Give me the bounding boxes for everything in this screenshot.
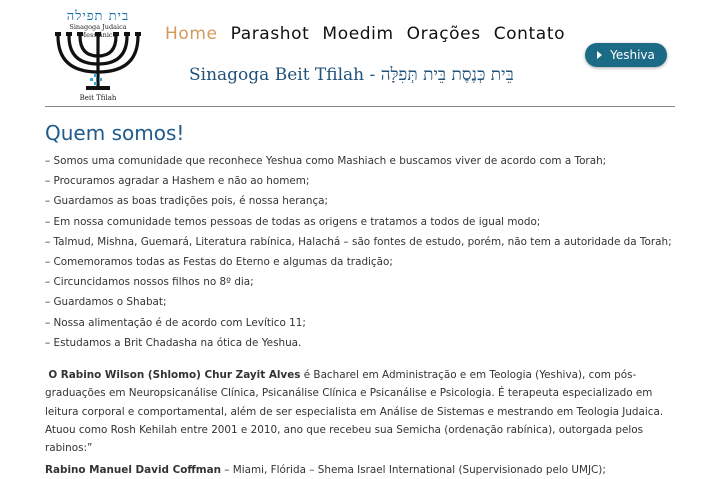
- yeshiva-button-label: Yeshiva: [610, 48, 655, 62]
- menorah-icon: [52, 30, 144, 94]
- nav-moedim[interactable]: Moedim: [322, 24, 394, 44]
- nav-contato[interactable]: Contato: [493, 24, 566, 44]
- list-item: – Somos uma comunidade que reconhece Yeshua como Mashiach e buscamos viver de acordo com a Torah;: [45, 155, 607, 167]
- list-item: – Procuramos agradar a Hashem e não ao homem;: [45, 175, 310, 188]
- rabbi-bio: [45, 366, 675, 457]
- rabbi-name: O Rabino Wilson (Shlomo) Chur Zayit Alves: [48, 369, 301, 382]
- list-item: – Comemoramos todas as Festas do Eterno e algumas da tradição;: [45, 256, 393, 269]
- ordaining-rabbi-details: – Miami, Flórida – Shema Israel International (Supervisionado pelo UMJC);: [220, 463, 606, 476]
- yeshiva-button[interactable]: [585, 43, 667, 67]
- site-logo[interactable]: [50, 8, 146, 104]
- site-tagline: Sinagoga Beit Tfilah - בֵּית כְּנֶסֶת בֵּית תְּפִלָּה: [189, 65, 514, 85]
- list-item: – Circuncidamos nossos filhos no 8º dia;: [45, 276, 254, 289]
- nav-oracoes[interactable]: Orações: [406, 24, 481, 44]
- nav-parashot[interactable]: Parashot: [230, 24, 310, 44]
- logo-name: Beit Tfilah: [79, 94, 117, 102]
- list-item: – Nossa alimentação é de acordo com Levítico 11;: [45, 316, 306, 329]
- rabbi-bio-text: é Bacharel em Administração e em Teologia (Yeshiva), com pós-graduações em Neuropsicanálise Clínica, Psicanálise Clínica e Psicanálise e Psicologia. É terapeuta especializado em leitura corporal e comportamental, além de ser especialista em Análise de Sistemas e mestrando em Teologia Judaica. Atuou como Rosh Kehilah entre 2001 e 2010, ano que recebeu sua Semicha (ordenação rabínica), outorgada pelos rabinos:”: [45, 369, 664, 455]
- rabbi-list-entry: [45, 461, 675, 479]
- logo-hebrew-text: בית תפילה: [66, 9, 130, 24]
- ordaining-rabbi-name: Rabino Manuel David Coffman: [45, 463, 221, 476]
- main-content: [45, 121, 675, 479]
- logo-subtitle: Sinagoga Judaica: [69, 23, 127, 31]
- list-item: – Estudamos a Brit Chadasha na ótica de Yeshua.: [45, 336, 302, 349]
- nav-home[interactable]: Home: [165, 24, 218, 44]
- main-nav: [165, 24, 565, 44]
- beliefs-list: [45, 151, 675, 353]
- play-triangle-icon: [597, 51, 602, 59]
- list-item: – Guardamos as boas tradições pois, é nossa herança;: [45, 195, 329, 208]
- list-item: – Guardamos o Shabat;: [45, 296, 167, 309]
- list-item: – Talmud, Mishna, Guemará, Literatura rabínica, Halachá – são fontes de estudo, porém, não tem a autoridade da Torah;: [45, 235, 672, 248]
- list-item: – Em nossa comunidade temos pessoas de todas as origens e tratamos a todos de igual modo;: [45, 215, 541, 228]
- page-title: Quem somos!: [45, 121, 185, 145]
- header-divider: [45, 106, 675, 107]
